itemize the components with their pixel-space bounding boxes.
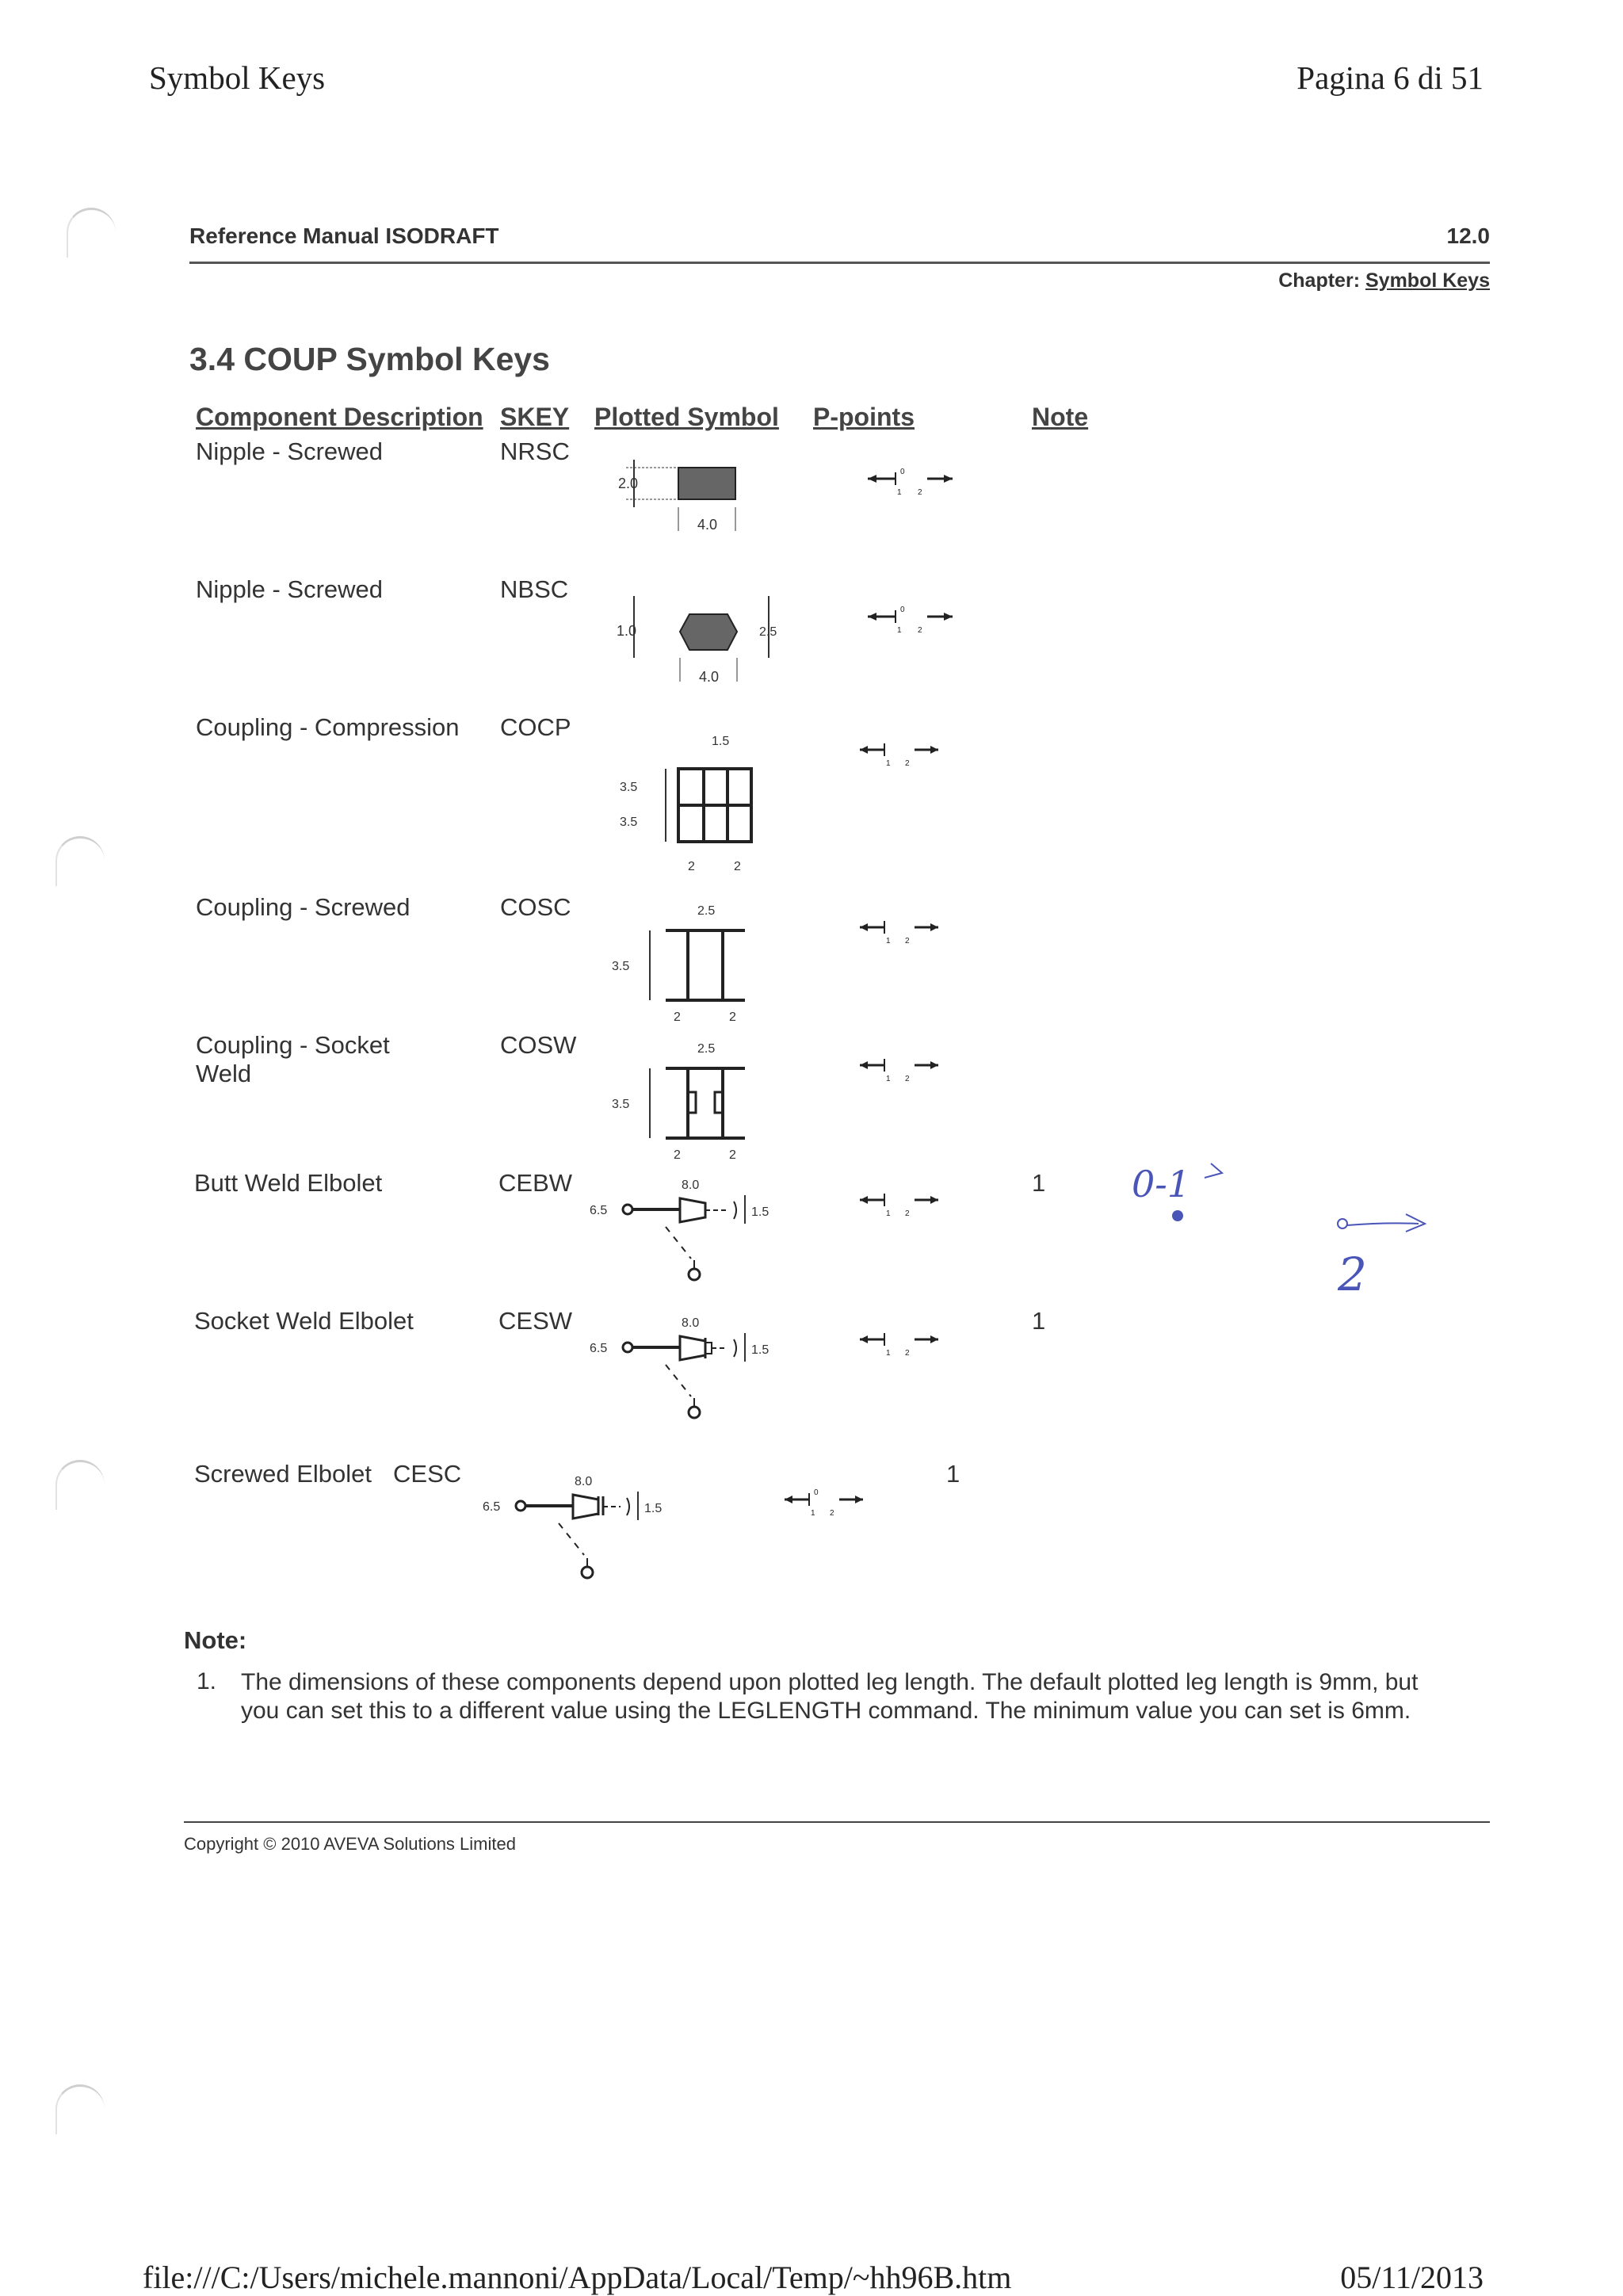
dimension-label: 2 <box>674 1148 681 1162</box>
dimension-label: 2.5 <box>697 904 716 918</box>
dimension-label: 2 <box>729 1010 736 1024</box>
dimension-label: 1.0 <box>617 623 637 639</box>
p-point-label: 2 <box>905 1209 910 1218</box>
dimension-label: 6.5 <box>590 1204 608 1217</box>
punch-hole-mark <box>55 2084 105 2134</box>
row-skey: COCP <box>500 713 571 741</box>
p-points-diagram <box>856 739 951 770</box>
row-skey: NBSC <box>500 575 569 603</box>
handwritten-annotation-mark <box>1125 1149 1284 1236</box>
column-header-note: Note <box>1032 403 1089 431</box>
row-note: 1 <box>1032 1307 1046 1335</box>
column-header-description: Component Description <box>196 403 483 431</box>
doc-header-version: 12.0 <box>1446 223 1490 248</box>
p-point-label: 1 <box>897 626 902 635</box>
handwritten-annotation-mark <box>1331 1197 1458 1300</box>
dimension-label: 3.5 <box>612 1098 630 1111</box>
dimension-label: 4.0 <box>699 669 720 685</box>
dimension-label: 2.5 <box>697 1042 716 1056</box>
row-note: 1 <box>946 1460 960 1488</box>
handwritten-text: 0-1 <box>1132 1163 1191 1205</box>
p-point-label: 1 <box>886 1349 891 1358</box>
nipple-hex-symbol <box>610 586 792 690</box>
p-points-diagram <box>781 1488 876 1520</box>
print-header-title: Symbol Keys <box>149 59 326 96</box>
dimension-label: 2.5 <box>759 625 777 639</box>
butt-weld-elbolet-symbol <box>586 1171 800 1298</box>
p-point-label: 1 <box>886 759 891 768</box>
row-description: Nipple - Screwed <box>196 437 384 465</box>
column-header-skey: SKEY <box>500 403 570 431</box>
dimension-label: 8.0 <box>682 1316 700 1330</box>
row-skey: COSW <box>500 1031 577 1059</box>
dimension-label: 2 <box>734 860 741 873</box>
note-text: The dimensions of these components depend upon plotted leg length. The default plotted leg length is 9mm, but you can set this to a different value using the LEGLENGTH command. The minimum value you can set is 6mm. <box>241 1669 1419 1724</box>
dimension-label: 3.5 <box>620 816 638 829</box>
row-description: Screwed Elbolet <box>194 1460 372 1488</box>
p-points-diagram <box>856 916 951 948</box>
row-description: Nipple - Screwed <box>196 575 384 603</box>
socket-weld-elbolet-symbol <box>586 1309 800 1436</box>
p-points-diagram <box>856 1054 951 1086</box>
dimension-label: 2 <box>688 860 695 873</box>
p-points-diagram <box>864 606 967 637</box>
row-description: Butt Weld Elbolet <box>194 1169 383 1197</box>
chapter-link[interactable]: Symbol Keys <box>1365 269 1490 292</box>
dimension-label: 3.5 <box>620 781 638 794</box>
row-skey: CEBW <box>498 1169 572 1197</box>
row-note: 1 <box>1032 1169 1046 1197</box>
screwed-elbolet-symbol <box>479 1460 693 1595</box>
dimension-label: 6.5 <box>590 1342 608 1355</box>
p-point-label: 0 <box>814 1488 819 1497</box>
chapter-label: Chapter: <box>1278 269 1361 292</box>
handwritten-text: 2 <box>1338 1247 1367 1300</box>
p-point-label: 2 <box>905 937 910 946</box>
nipple-screwed-symbol <box>610 444 769 539</box>
p-point-label: 1 <box>886 937 891 946</box>
dimension-label: 3.5 <box>612 960 630 973</box>
column-header-p-points: P-points <box>813 403 915 431</box>
chapter-reference <box>1278 269 1490 292</box>
p-point-label: 0 <box>900 606 905 614</box>
p-point-label: 1 <box>811 1509 815 1518</box>
p-point-label: 1 <box>886 1209 891 1218</box>
dimension-label: 1.5 <box>751 1205 769 1219</box>
dimension-label: 1.5 <box>751 1343 769 1357</box>
p-point-label: 2 <box>905 759 910 768</box>
dimension-label: 2 <box>729 1148 736 1162</box>
coupling-compression-symbol <box>610 729 785 880</box>
p-points-diagram <box>864 468 967 499</box>
row-skey: NRSC <box>500 437 570 465</box>
dimension-label: 2 <box>674 1010 681 1024</box>
copyright-notice: Copyright © 2010 AVEVA Solutions Limited <box>184 1834 516 1854</box>
header-divider <box>189 262 1490 264</box>
dimension-label: 1.5 <box>712 735 730 748</box>
p-point-label: 1 <box>897 488 902 497</box>
doc-header-title: Reference Manual ISODRAFT <box>189 223 499 248</box>
row-description: Coupling - Screwed <box>196 893 411 921</box>
dimension-label: 8.0 <box>682 1179 700 1192</box>
p-point-label: 1 <box>886 1075 891 1083</box>
dimension-label: 1.5 <box>644 1502 663 1515</box>
footer-divider <box>184 1821 1490 1823</box>
p-point-label: 2 <box>918 488 922 497</box>
p-points-diagram <box>856 1328 951 1360</box>
dimension-label: 2.0 <box>618 476 639 491</box>
dimension-label: 8.0 <box>575 1475 593 1488</box>
p-point-label: 0 <box>900 468 905 476</box>
punch-hole-mark <box>55 1460 105 1510</box>
p-point-label: 2 <box>905 1075 910 1083</box>
p-point-label: 2 <box>918 626 922 635</box>
punch-hole-mark <box>67 208 116 258</box>
print-header-page-number: Pagina 6 di 51 <box>1296 59 1484 96</box>
dimension-label: 4.0 <box>697 517 718 533</box>
section-title: 3.4 COUP Symbol Keys <box>189 341 550 377</box>
column-header-plotted-symbol: Plotted Symbol <box>594 403 779 431</box>
print-footer-url: file:///C:/Users/michele.mannoni/AppData/Local/Temp/~hh96B.htm <box>143 2260 1012 2295</box>
dimension-label: 6.5 <box>483 1500 501 1514</box>
note-heading: Note: <box>184 1626 247 1654</box>
coupling-socket-weld-symbol <box>610 1035 769 1162</box>
row-skey: CESC <box>393 1460 462 1488</box>
row-description: Coupling - Socket Weld <box>196 1031 390 1087</box>
p-point-label: 2 <box>905 1349 910 1358</box>
punch-hole-mark <box>55 836 105 886</box>
p-points-diagram <box>856 1189 951 1221</box>
row-skey: COSC <box>500 893 571 921</box>
print-footer-date: 05/11/2013 <box>1340 2260 1484 2295</box>
coupling-screwed-symbol <box>610 897 769 1024</box>
p-point-label: 2 <box>830 1509 834 1518</box>
row-description: Coupling - Compression <box>196 713 460 741</box>
row-skey: CESW <box>498 1307 572 1335</box>
note-number: 1. <box>197 1668 217 1694</box>
row-description: Socket Weld Elbolet <box>194 1307 414 1335</box>
